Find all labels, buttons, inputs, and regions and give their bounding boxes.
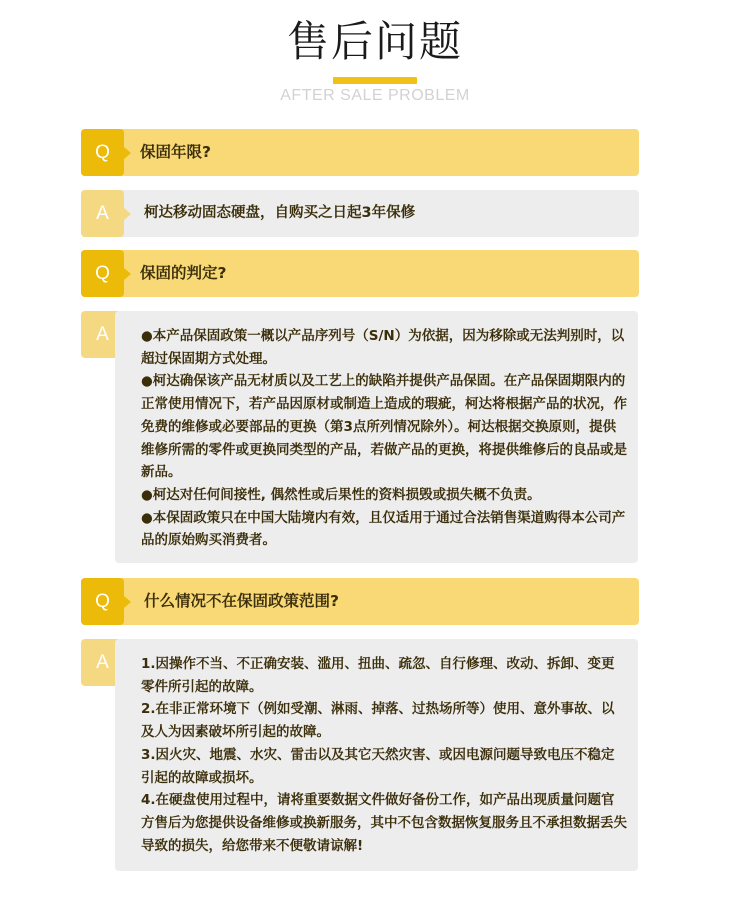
page-subtitle: AFTER SALE PROBLEM — [280, 87, 470, 104]
answer-paragraph: 1.因操作不当、不正确安装、滥用、扭曲、疏忽、自行修理、改动、拆卸、变更零件所引起的故障。 — [141, 656, 615, 695]
answer-paragraph: ●本产品保固政策一概以产品序列号（S/N）为依据，因为移除或无法判别时，以超过保固期方式处理。 — [141, 328, 625, 367]
answer-box-3 — [115, 639, 638, 871]
answer-badge: A — [81, 639, 124, 686]
title-underline — [333, 77, 417, 84]
answer-paragraph: 4.在硬盘使用过程中，请将重要数据文件做好备份工作，如产品出现质量问题官方售后为您提供设备维修或换新服务，其中不包含数据恢复服务且不承担数据丢失导致的损失，给您带来不便敬请谅解! — [141, 792, 627, 854]
question-text: 什么情况不在保固政策范围? — [144, 592, 339, 610]
answer-badge: A — [81, 311, 124, 358]
question-badge: Q — [81, 129, 124, 176]
answer-box-2 — [115, 311, 638, 563]
answer-text — [141, 325, 627, 552]
question-text: 保固的判定? — [140, 264, 227, 282]
answer-paragraph: ●本保固政策只在中国大陆境内有效，且仅适用于通过合法销售渠道购得本公司产品的原始购买消费者。 — [141, 509, 626, 549]
answer-paragraph: 2.在非正常环境下（例如受潮、淋雨、掉落、过热场所等）使用、意外事故、以及人为因素破坏所引起的故障。 — [141, 701, 615, 741]
question-text: 保固年限? — [140, 143, 211, 161]
answer-paragraph: 3.因火灾、地震、水灾、雷击以及其它天然灾害、或因电源问题导致电压不稳定引起的故障或损坏。 — [141, 746, 615, 786]
answer-paragraph: ●柯达对任何间接性, 偶然性或后果性的资料损毁或损失概不负责。 — [141, 486, 541, 503]
question-badge: Q — [81, 250, 124, 297]
answer-paragraph: ●柯达确保该产品无材质以及工艺上的缺陷并提供产品保固。在产品保固期限内的正常使用情况下，若产品因原材或制造上造成的瑕疵，柯达将根据产品的状况，作免费的维修或必要部品的更换（第3点所列情况除外）。柯达根据交换原则，提供维修所需的零件或更换同类型的产品，若做产品的更换，将提供维修后的良品或是新品。 — [141, 373, 627, 481]
answer-text — [141, 653, 627, 857]
question-row-1 — [81, 129, 639, 176]
question-row-3 — [81, 578, 639, 625]
answer-row-1 — [81, 190, 639, 237]
page-title: 售后问题 — [286, 17, 463, 66]
answer-text: 柯达移动固态硬盘，自购买之日起3年保修 — [144, 205, 416, 221]
answer-badge: A — [81, 190, 124, 237]
question-row-2 — [81, 250, 639, 297]
question-badge: Q — [81, 578, 124, 625]
